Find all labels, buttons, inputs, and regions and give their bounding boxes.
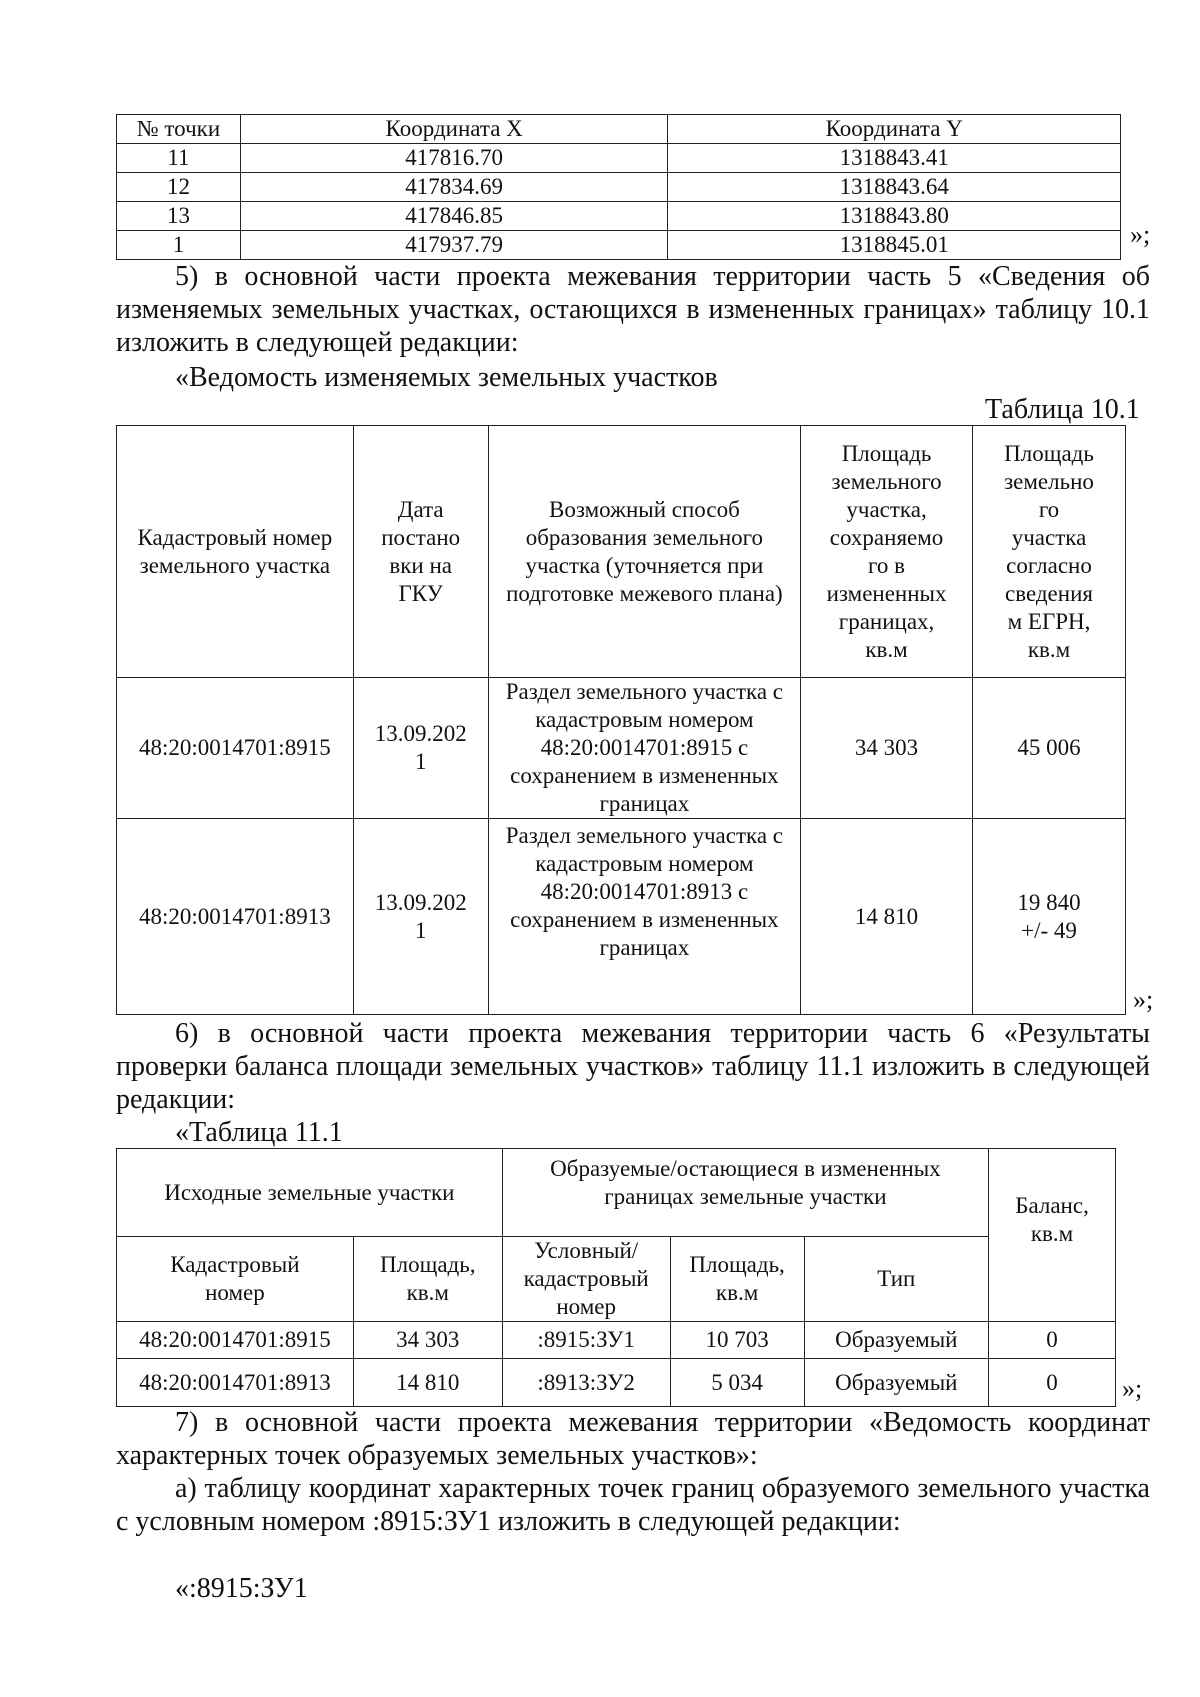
registration-date: 13.09.202 1 xyxy=(353,678,488,819)
plot-type: Образуемый xyxy=(804,1322,989,1359)
area: 34 303 xyxy=(353,1322,502,1359)
header-area-egrn: Площадь земельно го участка согласно сведения м ЕГРН, кв.м xyxy=(973,426,1126,678)
sub-table-label: «:8915:ЗУ1 xyxy=(175,1573,308,1604)
table-header-row xyxy=(117,426,1126,678)
coordinates-table xyxy=(116,114,1121,260)
cadastral-number: 48:20:0014701:8913 xyxy=(117,819,354,1015)
header-cadastral: Кадастровый номер xyxy=(117,1237,354,1322)
formation-method: Раздел земельного участка с кадастровым номером 48:20:0014701:8915 с сохранением в измененных границах xyxy=(488,678,800,819)
table-header-row xyxy=(117,115,1121,144)
table-11-1 xyxy=(116,1148,1116,1407)
header-formed-plots: Образуемые/остающиеся в измененных границах земельные участки xyxy=(502,1149,988,1237)
area: 5 034 xyxy=(670,1359,804,1407)
table-10-1 xyxy=(116,425,1126,1015)
conditional-number: :8915:ЗУ1 xyxy=(502,1322,670,1359)
point-number: 1 xyxy=(117,231,241,260)
point-number: 11 xyxy=(117,144,241,173)
header-cadastral: Кадастровый номер земельного участка xyxy=(117,426,354,678)
header-source-plots: Исходные земельные участки xyxy=(117,1149,503,1237)
table-label: Таблица 10.1 xyxy=(985,394,1140,425)
coord-x: 417834.69 xyxy=(240,173,668,202)
header-method: Возможный способ образования земельного участка (уточняется при подготовке межевого плана) xyxy=(488,426,800,678)
coord-x: 417937.79 xyxy=(240,231,668,260)
table-row xyxy=(117,144,1121,173)
coord-y: 1318845.01 xyxy=(668,231,1121,260)
header-conditional-number: Условный/ кадастровый номер xyxy=(502,1237,670,1322)
point-number: 13 xyxy=(117,202,241,231)
table-label: «Таблица 11.1 xyxy=(175,1117,343,1148)
table-row xyxy=(117,678,1126,819)
table-sub-header-row xyxy=(117,1237,1116,1322)
paragraph-5 xyxy=(116,260,1150,359)
formation-method: Раздел земельного участка с кадастровым номером 48:20:0014701:8913 с сохранением в измененных границах xyxy=(488,819,800,1015)
conditional-number: :8913:ЗУ2 xyxy=(502,1359,670,1407)
paragraph-5-text: 5) в основной части проекта межевания территории часть 5 «Сведения об изменяемых земельных участках, остающихся в измененных границах» таблицу 10.1 изложить в следующей редакции: xyxy=(116,261,1150,358)
table-row xyxy=(117,202,1121,231)
area-egrn: 45 006 xyxy=(973,678,1126,819)
section-heading: «Ведомость изменяемых земельных участков xyxy=(175,362,718,393)
header-area: Площадь, кв.м xyxy=(670,1237,804,1322)
header-area: Площадь, кв.м xyxy=(353,1237,502,1322)
closing-quote: »; xyxy=(1122,1374,1143,1403)
coord-y: 1318843.41 xyxy=(668,144,1121,173)
area-kept: 14 810 xyxy=(801,819,973,1015)
area-kept: 34 303 xyxy=(801,678,973,819)
coord-x: 417846.85 xyxy=(240,202,668,231)
header-cell: Координата Y xyxy=(668,115,1121,144)
table-group-header-row xyxy=(117,1149,1116,1237)
area-egrn: 19 840 +/- 49 xyxy=(973,819,1126,1015)
coord-x: 417816.70 xyxy=(240,144,668,173)
cadastral-number: 48:20:0014701:8915 xyxy=(117,1322,354,1359)
header-type: Тип xyxy=(804,1237,989,1322)
point-number: 12 xyxy=(117,173,241,202)
closing-quote: »; xyxy=(1130,220,1151,249)
closing-quote: »; xyxy=(1133,985,1154,1014)
plot-type: Образуемый xyxy=(804,1359,989,1407)
header-balance: Баланс, кв.м xyxy=(989,1149,1116,1322)
header-cell: № точки xyxy=(117,115,241,144)
table-row xyxy=(117,1359,1116,1407)
paragraph-6 xyxy=(116,1017,1150,1116)
header-date: Дата постано вки на ГКУ xyxy=(353,426,488,678)
registration-date: 13.09.202 1 xyxy=(353,819,488,1015)
cadastral-number: 48:20:0014701:8913 xyxy=(117,1359,354,1407)
table-row xyxy=(117,819,1126,1015)
coord-y: 1318843.64 xyxy=(668,173,1121,202)
area: 10 703 xyxy=(670,1322,804,1359)
balance: 0 xyxy=(989,1359,1116,1407)
table-row xyxy=(117,173,1121,202)
header-area-kept: Площадь земельного участка, сохраняемо го в измененных границах, кв.м xyxy=(801,426,973,678)
coord-y: 1318843.80 xyxy=(668,202,1121,231)
area: 14 810 xyxy=(353,1359,502,1407)
balance: 0 xyxy=(989,1322,1116,1359)
paragraph-7 xyxy=(116,1406,1150,1538)
header-cell: Координата X xyxy=(240,115,668,144)
paragraph-7a-text: а) таблицу координат характерных точек границ образуемого земельного участка с условным номером :8915:ЗУ1 изложить в следующей редакции: xyxy=(116,1473,1150,1537)
paragraph-6-text: 6) в основной части проекта межевания территории часть 6 «Результаты проверки баланса площади земельных участков» таблицу 11.1 изложить в следующей редакции: xyxy=(116,1018,1150,1115)
table-row xyxy=(117,1322,1116,1359)
table-row xyxy=(117,231,1121,260)
cadastral-number: 48:20:0014701:8915 xyxy=(117,678,354,819)
paragraph-7-text: 7) в основной части проекта межевания территории «Ведомость координат характерных точек образуемых земельных участков»: xyxy=(116,1407,1150,1471)
